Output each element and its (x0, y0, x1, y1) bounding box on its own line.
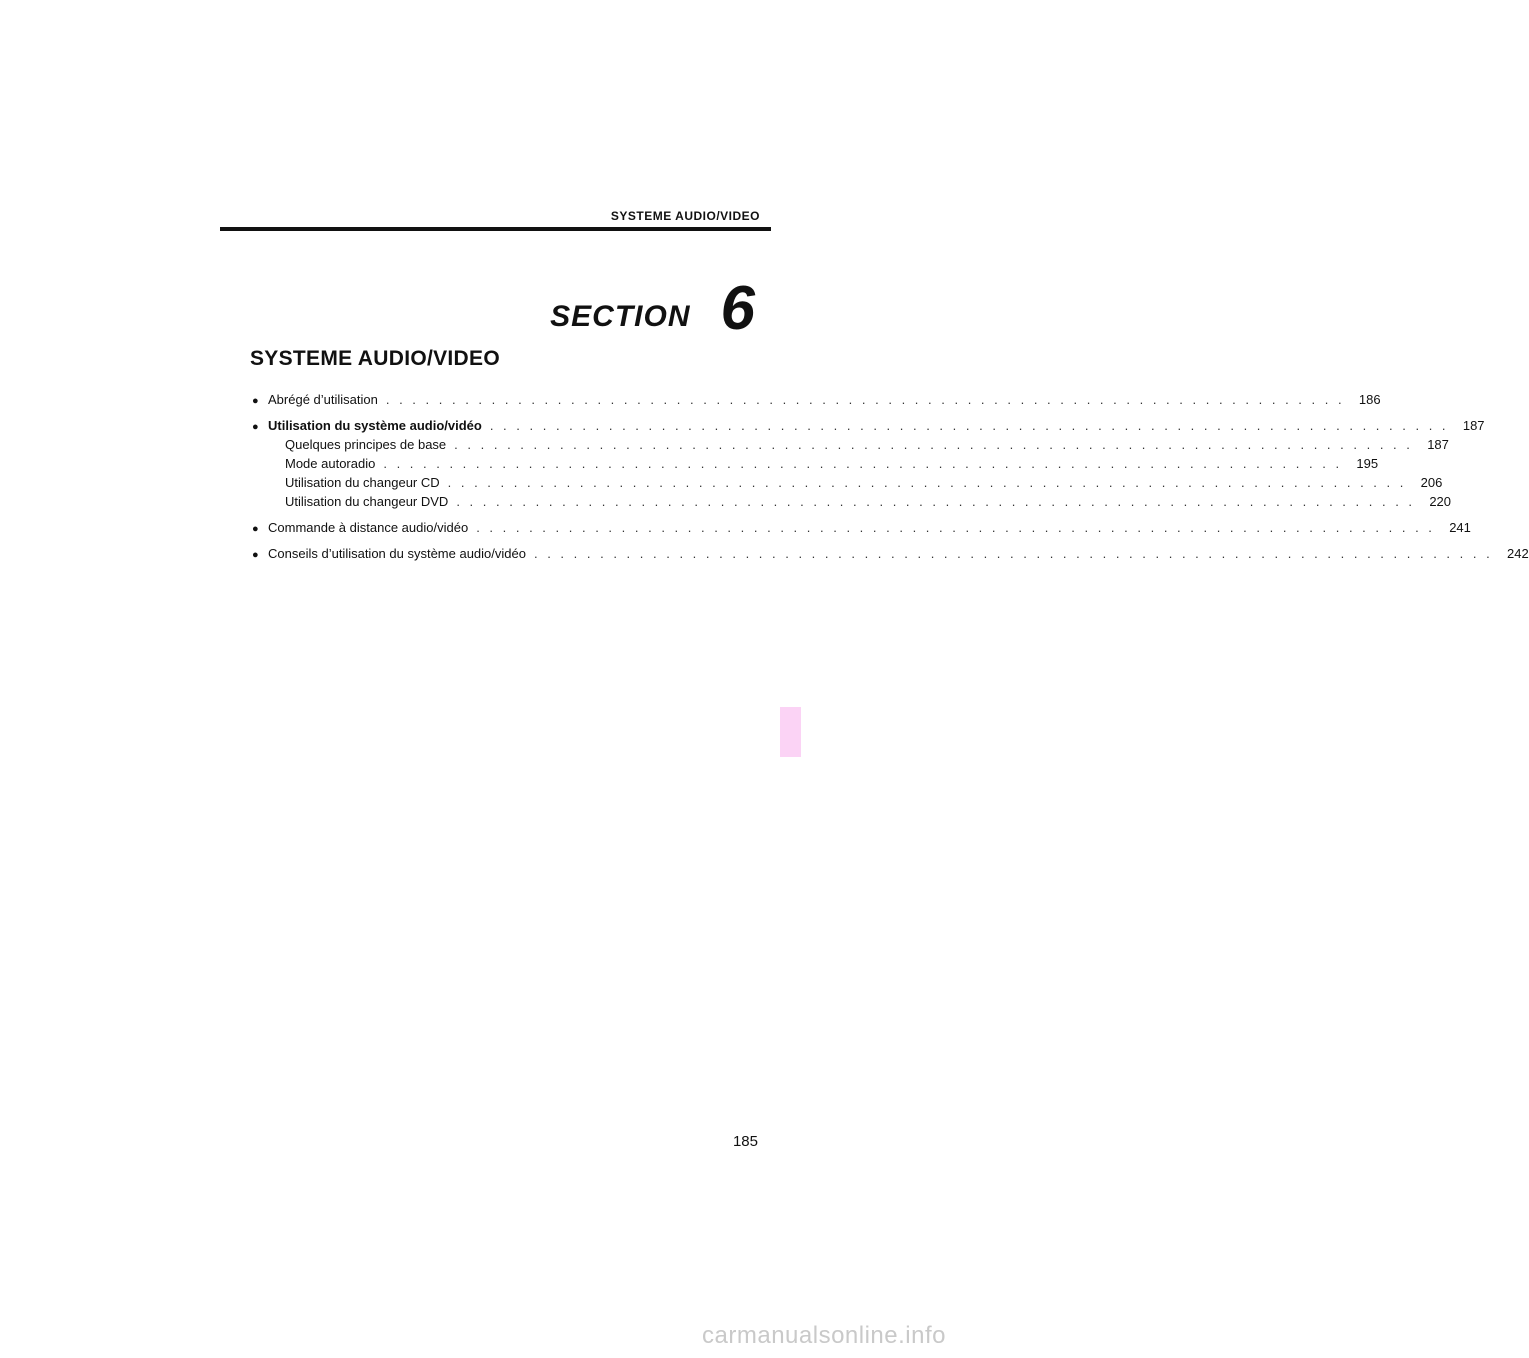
toc-entry[interactable] (252, 390, 1381, 409)
toc-entry-page: 206 (1420, 475, 1443, 490)
toc-subentry[interactable] (252, 454, 1379, 473)
toc-entry-page: 241 (1449, 520, 1471, 535)
toc-entry[interactable] (252, 544, 1529, 563)
dot-leader: . . . . . . . . . . . . . . . . . . . . . . . . . . . . . . . . . . . . . . . . . . . . . . . . . . . . . . . . . . . . . . . . . . . . . . . . . (476, 520, 1435, 535)
dot-leader: . . . . . . . . . . . . . . . . . . . . . . . . . . . . . . . . . . . . . . . . . . . . . . . . . . . . . . . . . . . . . . . . . . . . . . . . . (456, 494, 1416, 509)
toc-entry-label: Utilisation du changeur DVD (285, 494, 449, 509)
toc-subentry[interactable] (252, 492, 1452, 511)
toc-entry-page: 242 (1507, 546, 1529, 561)
toc-entry-label: Utilisation du système audio/vidéo (268, 418, 482, 433)
dot-leader: . . . . . . . . . . . . . . . . . . . . . . . . . . . . . . . . . . . . . . . . . . . . . . . . . . . . . . . . . . . . . . . . . . . . . . . . . (489, 418, 1449, 433)
section-heading (550, 274, 755, 343)
table-of-contents (252, 390, 1529, 563)
section-number: 6 (720, 274, 755, 343)
toc-entry-label: Quelques principes de base (285, 437, 447, 452)
toc-entry-label: Abrégé d’utilisation (268, 392, 378, 407)
chapter-title: SYSTEME AUDIO/VIDEO (250, 347, 500, 370)
dot-leader: . . . . . . . . . . . . . . . . . . . . . . . . . . . . . . . . . . . . . . . . . . . . . . . . . . . . . . . . . . . . . . . . . . . . . . . . . (454, 437, 1413, 452)
section-label: SECTION (550, 300, 691, 333)
header-rule (220, 227, 771, 231)
page-number: 185 (732, 1133, 758, 1150)
running-header: SYSTEME AUDIO/VIDEO (610, 209, 760, 223)
toc-subentry[interactable] (252, 473, 1443, 492)
toc-entry-page: 186 (1358, 392, 1381, 407)
toc-entry-page: 187 (1462, 418, 1485, 433)
toc-entry-label: Utilisation du changeur CD (285, 475, 440, 490)
toc-subentry[interactable] (252, 435, 1449, 454)
watermark: carmanualsonline.info (702, 1322, 946, 1349)
bullet-icon: ● (252, 395, 259, 407)
section-thumb-tab (780, 707, 801, 757)
toc-entry-label: Mode autoradio (285, 456, 376, 471)
toc-entry-page: 195 (1356, 456, 1379, 471)
bullet-icon: ● (252, 549, 259, 561)
toc-entry-page: 187 (1427, 437, 1449, 452)
dot-leader: . . . . . . . . . . . . . . . . . . . . . . . . . . . . . . . . . . . . . . . . . . . . . . . . . . . . . . . . . . . . . . . . . . . . . . . . . (447, 475, 1407, 490)
bullet-icon: ● (252, 523, 259, 535)
toc-entry-label: Conseils d’utilisation du système audio/vidéo (268, 546, 526, 561)
toc-entry[interactable] (252, 518, 1471, 537)
dot-leader: . . . . . . . . . . . . . . . . . . . . . . . . . . . . . . . . . . . . . . . . . . . . . . . . . . . . . . . . . . . . . . . . . . . . . . . . . (383, 456, 1343, 471)
toc-entry-page: 220 (1429, 494, 1452, 509)
dot-leader: . . . . . . . . . . . . . . . . . . . . . . . . . . . . . . . . . . . . . . . . . . . . . . . . . . . . . . . . . . . . . . . . . . . . . . . . . (533, 546, 1493, 561)
toc-entry-label: Commande à distance audio/vidéo (268, 520, 469, 535)
dot-leader: . . . . . . . . . . . . . . . . . . . . . . . . . . . . . . . . . . . . . . . . . . . . . . . . . . . . . . . . . . . . . . . . . . . . . . . . . (385, 392, 1345, 407)
bullet-icon: ● (252, 421, 259, 433)
toc-entry[interactable] (252, 416, 1485, 435)
